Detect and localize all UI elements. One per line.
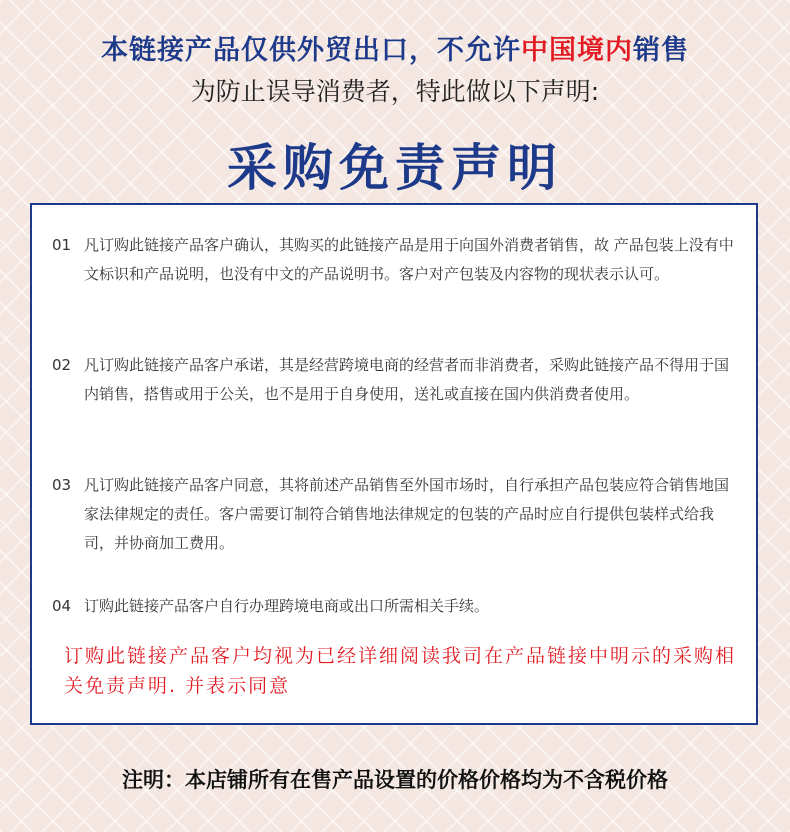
clause-number: 03	[52, 476, 72, 494]
header-statement-highlight: 中国境内	[521, 35, 633, 66]
clause-text: 凡订购此链接产品客户确认，其购买的此链接产品是用于向国外消费者销售，故 产品包装上没有中文标识和产品说明，也没有中文的产品说明书。客户对产包装及内容物的现状表示认可。	[84, 236, 734, 283]
clause-number: 02	[52, 356, 72, 374]
clause-text: 凡订购此链接产品客户同意，其将前述产品销售至外国市场时，自行承担产品包装应符合销售地国家法律规定的责任。客户需要订制符合销售地法律规定的包装的产品时应自行提供包装样式给我司，并协商加工费用。	[84, 476, 730, 552]
clause-number: 04	[52, 597, 72, 615]
price-footnote: 注明：本店铺所有在售产品设置的价格价格均为不含税价格	[122, 768, 668, 792]
clause-01	[52, 231, 742, 289]
header-subtitle: 为防止误导消费者，特此做以下声明:	[190, 77, 600, 106]
header-statement-part1: 本链接产品仅供外贸出口，不允许	[101, 35, 521, 66]
clause-03	[52, 471, 742, 558]
header-statement-part2: 销售	[633, 35, 689, 66]
clause-text: 订购此链接产品客户自行办理跨境电商或出口所需相关手续。	[84, 597, 490, 615]
clause-number: 01	[52, 236, 72, 254]
agreement-notice: 订购此链接产品客户均视为已经详细阅读我司在产品链接中明示的采购相关免责声明. 并表示同意	[64, 645, 737, 697]
page-title: 采购免责声明	[227, 139, 563, 197]
clause-text: 凡订购此链接产品客户承诺，其是经营跨境电商的经营者而非消费者，采购此链接产品不得用于国内销售，搭售或用于公关，也不是用于自身使用，送礼或直接在国内供消费者使用。	[84, 356, 730, 403]
disclaimer-panel	[30, 203, 758, 725]
clause-04	[52, 592, 742, 621]
clause-02	[52, 351, 742, 409]
header-statement	[0, 28, 790, 67]
